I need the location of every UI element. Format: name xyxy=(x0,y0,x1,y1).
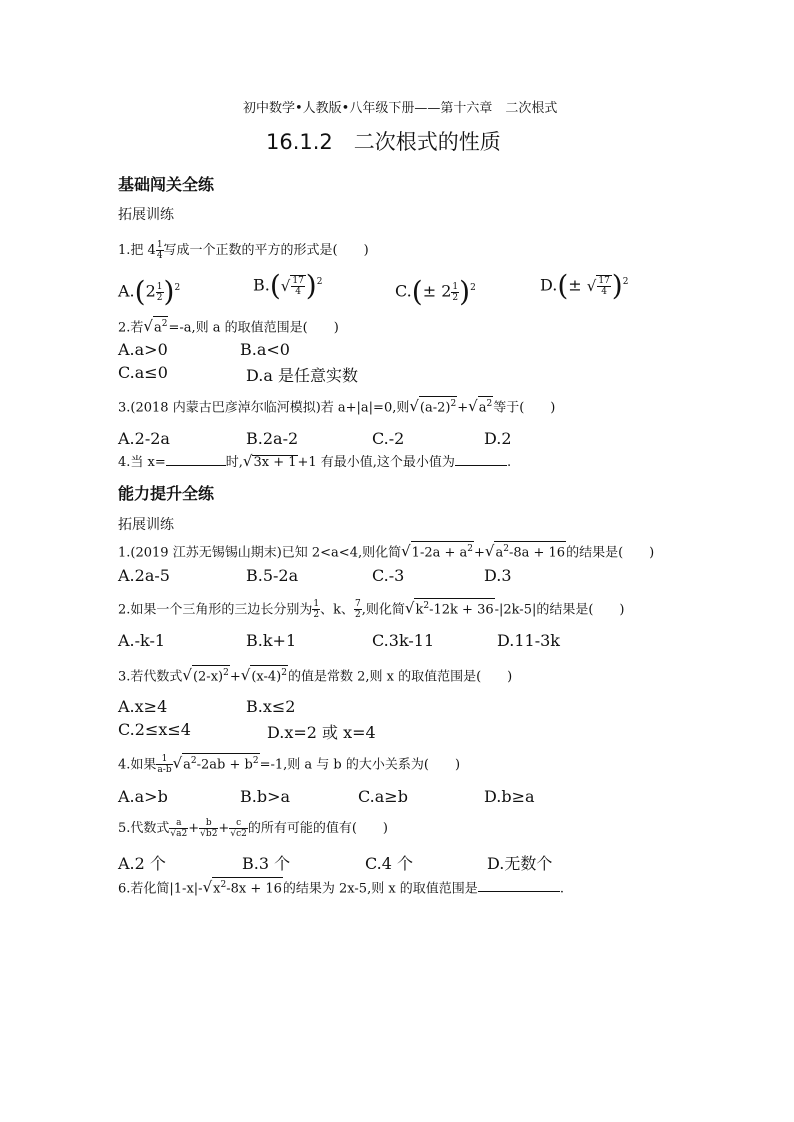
section-title-advanced: 能力提升全练 xyxy=(118,484,215,503)
advanced-question-2: 2.如果一个三角形的三边长分别为 $\frac{1}{2}$ 、k、 $\frac{7}{2}$ ,则化简$√k^2-12k + 36-|2k-5|$的结果是( ) xyxy=(118,599,625,621)
advanced-q4-option-b: B.b>a xyxy=(240,787,291,806)
advanced-q1-option-a: A.2a-5 xyxy=(118,566,170,585)
advanced-q1-option-b: B.5-2a xyxy=(246,566,299,585)
advanced-question-1: 1.(2019 江苏无锡锡山期末)已知 2<a<4,则化简$√1-2a + a^2+√a^2-8a + 16$的结果是( ) xyxy=(118,542,655,561)
basic-q3-option-a: A.2-2a xyxy=(118,429,170,448)
answer-blank[interactable] xyxy=(455,453,507,466)
basic-q3-option-d: D.2 xyxy=(484,429,512,448)
basic-q3-option-b: B.2a-2 xyxy=(246,429,299,448)
advanced-q4-option-c: C.a≥b xyxy=(358,787,408,806)
advanced-q2-option-d: D.11-3k xyxy=(497,631,560,650)
basic-q1-option-b: B.(√ $\frac{17}{4}$ )$^2$ xyxy=(253,269,323,302)
basic-q1-option-a: A.(2 $\frac{1}{2}$ )$^2$ xyxy=(118,275,181,308)
fraction: $\frac{1}{4}$ xyxy=(156,240,163,261)
advanced-question-5: 5.代数式 $\frac{a}{√a2}$ + $\frac{b}{√b2}$ + $\frac{c}{√c2}$ 的所有可能的值有( ) xyxy=(118,818,389,839)
answer-blank[interactable] xyxy=(478,879,560,892)
advanced-q3-option-d: D.x=2 或 x=4 xyxy=(267,723,376,742)
advanced-q5-option-d: D.无数个 xyxy=(487,854,553,873)
section-title-basic: 基础闯关全练 xyxy=(118,175,215,194)
section-subtitle-advanced: 拓展训练 xyxy=(118,517,174,533)
basic-q2-option-c: C.a≤0 xyxy=(118,363,168,382)
basic-q2-option-b: B.a<0 xyxy=(240,340,290,359)
advanced-question-6: 6.若化简$|1-x|-√x^2-8x + 16$的结果为 2x-5,则 x 的取值范围是 . xyxy=(118,878,564,897)
advanced-q3-option-b: B.x≤2 xyxy=(246,697,296,716)
page-title: 16.1.2 二次根式的性质 xyxy=(266,130,501,154)
answer-blank[interactable] xyxy=(166,453,226,466)
section-subtitle-basic: 拓展训练 xyxy=(118,207,174,223)
basic-q2-option-a: A.a>0 xyxy=(118,340,168,359)
basic-q1-option-d: D.(± √ $\frac{17}{4}$ )$^2$ xyxy=(540,269,629,302)
basic-q1-option-c: C.(± 2 $\frac{1}{2}$ )$^2$ xyxy=(395,275,476,308)
advanced-question-3: 3.若代数式$√(2-x)^2+√(x-4)^2$的值是常数 2,则 x 的取值范围是( ) xyxy=(118,666,513,685)
advanced-q4-option-d: D.b≥a xyxy=(484,787,535,806)
basic-question-1: 1.把 4 $\frac{1}{4}$ 写成一个正数的平方的形式是( ) xyxy=(118,240,369,261)
advanced-q1-option-c: C.-3 xyxy=(372,566,405,585)
advanced-q5-option-a: A.2 个 xyxy=(118,854,166,873)
advanced-q4-option-a: A.a>b xyxy=(118,787,168,806)
page-header: 初中数学•人教版•八年级下册——第十六章 二次根式 xyxy=(243,101,558,116)
advanced-q1-option-d: D.3 xyxy=(484,566,512,585)
basic-q3-option-c: C.-2 xyxy=(372,429,405,448)
advanced-q2-option-b: B.k+1 xyxy=(246,631,297,650)
advanced-q5-option-b: B.3 个 xyxy=(242,854,291,873)
basic-question-3: 3.(2018 内蒙古巴彦淖尔临河模拟)若 a+|a|=0,则$√(a-2)^2+√a^2$等于( ) xyxy=(118,397,556,416)
advanced-q2-option-a: A.-k-1 xyxy=(118,631,166,650)
basic-question-4: 4.当 x= 时,√3x + 1+1 有最小值,这个最小值为 . xyxy=(118,452,512,470)
advanced-q2-option-c: C.3k-11 xyxy=(372,631,435,650)
basic-question-2: 2.若$√a^2=-a$,则 a 的取值范围是( ) xyxy=(118,317,339,336)
advanced-q3-option-a: A.x≥4 xyxy=(118,697,168,716)
basic-q2-option-d: D.a 是任意实数 xyxy=(246,366,358,385)
advanced-question-4: 4.如果 $\frac{1}{a-b}$ $√a^2-2ab + b^2=-1$,则 a 与 b 的大小关系为( ) xyxy=(118,754,461,776)
advanced-q3-option-c: C.2≤x≤4 xyxy=(118,720,191,739)
advanced-q5-option-c: C.4 个 xyxy=(365,854,414,873)
